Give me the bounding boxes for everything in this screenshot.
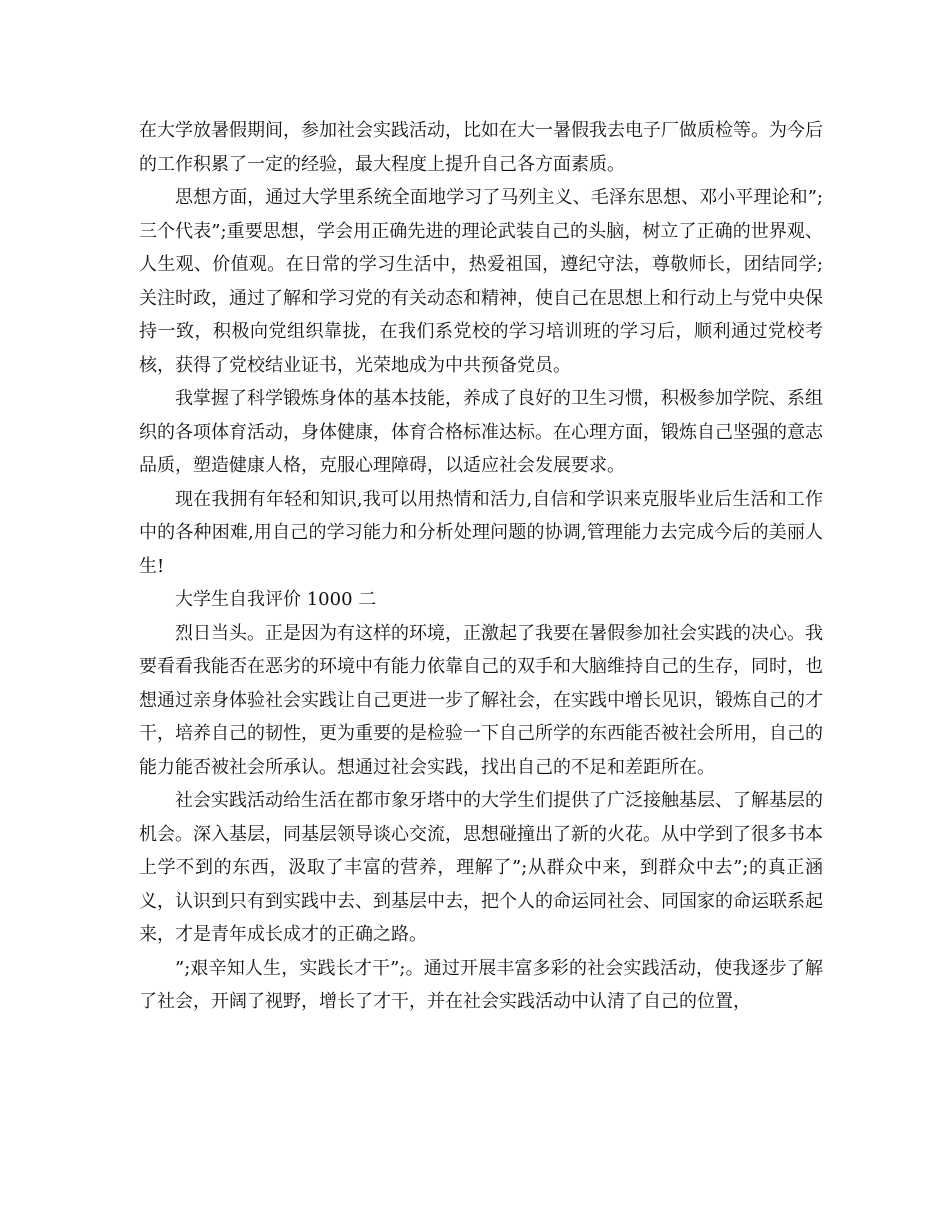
paragraph-1: 在大学放暑假期间，参加社会实践活动，比如在大一暑假我去电子厂做质检等。为今后的工作积累了一定的经验，最大程度上提升自己各方面素质。: [139, 120, 823, 175]
paragraph-2: 思想方面，通过大学里系统全面地学习了马列主义、毛泽东思想、邓小平理论和”;三个代表”;重要思想，学会用正确先进的理论武装自己的头脑，树立了正确的世界观、人生观、价值观。在日常的学习生活中，热爱祖国，遵纪守法，尊敬师长，团结同学;关注时政，通过了解和学习党的有关动态和精神，使自己在思想上和行动上与党中央保持一致，积极向党组织靠拢，在我们系党校的学习培训班的学习后，顺利通过党校考核，获得了党校结业证书，光荣地成为中共预备党员。: [139, 187, 823, 376]
paragraph-6: 社会实践活动给生活在都市象牙塔中的大学生们提供了广泛接触基层、了解基层的机会。深入基层，同基层领导谈心交流，思想碰撞出了新的火花。从中学到了很多书本上学不到的东西，汲取了丰富的营养，理解了”;从群众中来，到群众中去”;的真正涵义，认识到只有到实践中去、到基层中去，把个人的命运同社会、同国家的命运联系起来，才是青年成长成才的正确之路。: [139, 790, 823, 945]
paragraph-5: 烈日当头。正是因为有这样的环境，正激起了我要在暑假参加社会实践的决心。我要看看我能否在恶劣的环境中有能力依靠自己的双手和大脑维持自己的生存，同时，也想通过亲身体验社会实践让自己更进一步了解社会，在实践中增长见识，锻炼自己的才干，培养自己的韧性，更为重要的是检验一下自己所学的东西能否被社会所用，自己的能力能否被社会所承认。想通过社会实践，找出自己的不足和差距所在。: [139, 622, 823, 778]
paragraph-7: ”;艰辛知人生，实践长才干”;。通过开展丰富多彩的社会实践活动，使我逐步了解了社会，开阔了视野，增长了才干，并在社会实践活动中认清了自己的位置，: [139, 957, 823, 1012]
paragraph-4: 现在我拥有年轻和知识,我可以用热情和活力,自信和学识来克服毕业后生活和工作中的各种困难,用自己的学习能力和分析处理问题的协调,管理能力去完成今后的美丽人生!: [139, 488, 823, 577]
paragraph-3: 我掌握了科学锻炼身体的基本技能，养成了良好的卫生习惯，积极参加学院、系组织的各项体育活动，身体健康，体育合格标准达标。在心理方面，锻炼自己坚强的意志品质，塑造健康人格，克服心理障碍，以适应社会发展要求。: [139, 388, 823, 476]
document-body: [139, 114, 823, 1019]
section-heading: 大学生自我评价 1000 二: [175, 589, 377, 610]
